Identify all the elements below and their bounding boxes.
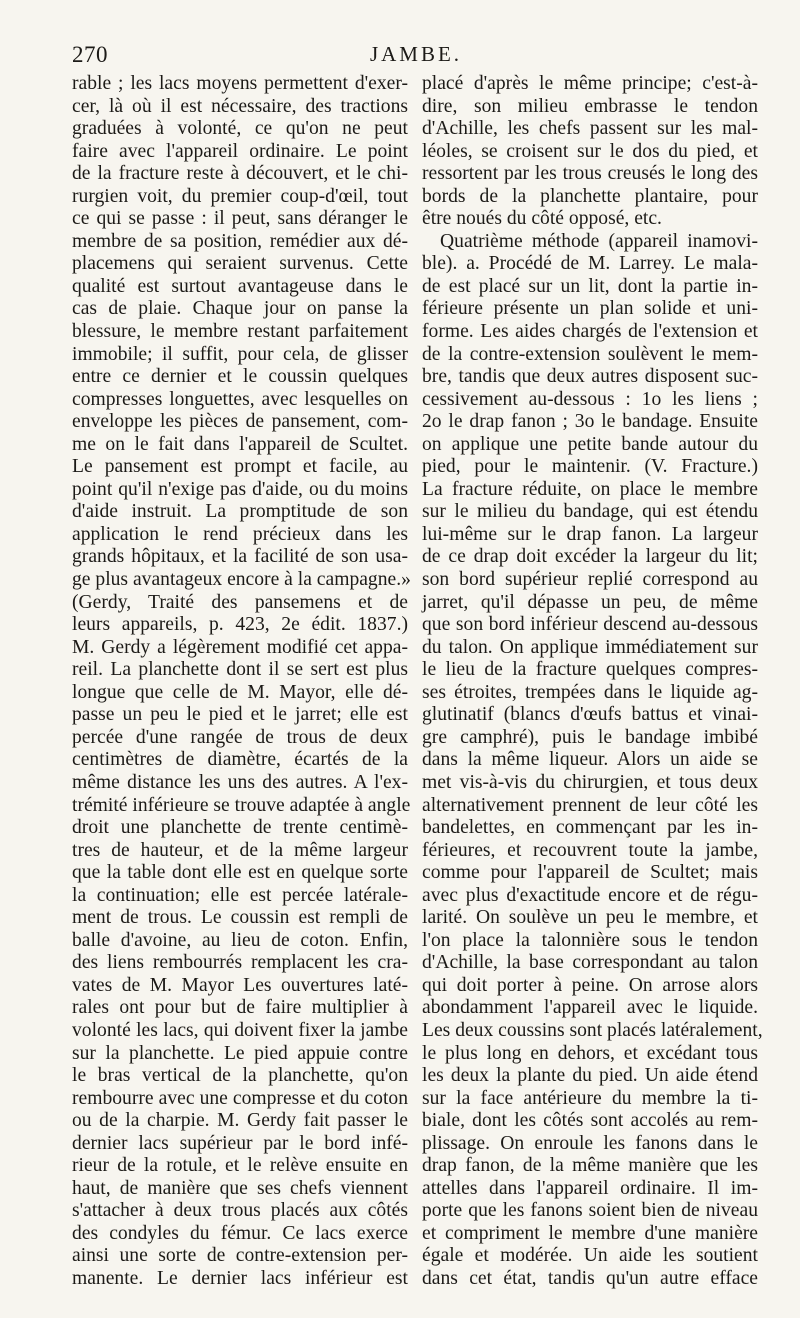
page-header: [72, 42, 760, 72]
text-line: enveloppe les pièces de pansement, com-: [72, 411, 408, 433]
text-line: ses étroites, trempées dans le liquide ag-: [422, 681, 758, 703]
text-line: de la contre-extension soulèvent le mem-: [422, 343, 758, 365]
text-line: reil. La planchette dont il se sert est plus: [72, 659, 408, 681]
text-line: trémité inférieure se trouve adaptée à angle: [72, 794, 411, 816]
running-title: JAMBE.: [369, 42, 463, 66]
text-line: et compriment le membre d'une manière: [422, 1222, 758, 1244]
text-line: dernier lacs supérieur par le bord infé-: [72, 1132, 408, 1154]
text-line: ainsi une sorte de contre-extension per-: [72, 1245, 408, 1267]
text-line: vates de M. Mayor Les ouvertures laté-: [72, 974, 408, 996]
text-line: pied, pour le maintenir. (V. Fracture.): [422, 456, 758, 478]
text-line: grands hôpitaux, et la facilité de son usa-: [72, 546, 408, 568]
text-line: la continuation; elle est percée latérale-: [72, 884, 408, 906]
text-line: dans cet état, tandis qu'un autre efface: [422, 1267, 758, 1289]
text-line: rable ; les lacs moyens permettent d'exer-: [72, 73, 408, 94]
text-line: compresses longuettes, avec lesquelles on: [72, 388, 408, 410]
text-line: être noués du côté opposé, etc.: [422, 208, 662, 230]
text-line: placemens qui seraient survenus. Cette: [72, 253, 408, 275]
text-line: de ce drap doit excéder la largeur du lit;: [422, 546, 758, 568]
text-line: de la fracture reste à découvert, et le chi-: [72, 163, 408, 185]
text-line: cas de plaie. Chaque jour on panse la: [72, 298, 408, 320]
text-line: que son bord inférieur descend au-dessous: [422, 614, 758, 636]
text-line: on applique une petite bande autour du: [422, 433, 758, 455]
text-line: graduées à volonté, ce qu'on ne peut: [72, 118, 408, 140]
text-line: passe un peu le pied et le jarret; elle est: [72, 704, 408, 726]
text-line: bre, tandis que deux autres disposent suc-: [422, 366, 758, 388]
text-line: lui-même sur le drap fanon. La largeur: [422, 523, 758, 545]
text-line: ou de la charpie. M. Gerdy fait passer le: [72, 1110, 408, 1132]
text-line: d'Achille, la base correspondant au talon: [422, 952, 758, 974]
text-line: des condyles du fémur. Ce lacs exerce: [72, 1222, 408, 1244]
text-line: porte que les fanons soient bien de niveau: [422, 1200, 758, 1222]
text-line: application le rend précieux dans les: [72, 523, 408, 545]
text-line: ce qui se passe : il peut, sans déranger le: [72, 208, 408, 230]
text-line: les deux la plante du pied. Un aide étend: [422, 1065, 758, 1087]
text-line: avec plus d'exactitude encore et de régu-: [422, 884, 758, 906]
page-number: 270: [72, 42, 108, 67]
text-line: balle d'avoine, au lieu de coton. Enfin,: [72, 929, 408, 951]
text-line: du talon. On applique immédiatement sur: [422, 636, 758, 658]
text-line: biale, dont les côtés sont accolés au rem-: [422, 1110, 758, 1132]
text-line: glutinatif (blancs d'œufs battus et vinai-: [422, 704, 758, 726]
text-line: Le pansement est prompt et facile, au: [72, 456, 408, 478]
text-line: alternativement prennent de leur côté les: [422, 794, 758, 816]
text-line: attelles dans l'appareil ordinaire. Il im-: [422, 1177, 758, 1199]
text-line: rales ont pour but de faire multiplier à: [72, 997, 408, 1019]
text-line: (Gerdy, Traité des pansemens et de: [72, 591, 408, 613]
text-line: rembourre avec une compresse et du coton: [72, 1087, 408, 1109]
text-line: rieur de la rotule, et le relève ensuite en: [72, 1155, 408, 1177]
text-line: rurgien voit, du premier coup-d'œil, tout: [72, 185, 408, 207]
text-line: d'Achille, les chefs passent sur les mal-: [422, 118, 758, 140]
text-line: d'aide instruit. La promptitude de son: [72, 501, 408, 523]
text-line: ressortent par les trous creusés le long des: [422, 163, 758, 185]
text-line: forme. Les aides chargés de l'extension et: [422, 321, 758, 343]
text-line: met vis-à-vis du chirurgien, et tous deux: [422, 771, 758, 793]
text-line: son bord supérieur replié correspond au: [422, 569, 758, 591]
text-line: blessure, le membre restant parfaitement: [72, 321, 408, 343]
text-line: qualité est surtout avantageuse dans le: [72, 275, 408, 297]
text-line: larité. On soulève un peu le membre, et: [422, 907, 758, 929]
text-line: s'attacher à deux trous placés aux côtés: [72, 1200, 408, 1222]
text-line: 2o le drap fanon ; 3o le bandage. Ensuite: [422, 411, 758, 433]
text-line: sur la planchette. Le pied appuie contre: [72, 1042, 408, 1064]
text-line: plissage. On enroule les fanons dans le: [422, 1132, 758, 1154]
left-text-column: [72, 73, 411, 1291]
text-line: dans la même liqueur. Alors un aide se: [422, 749, 758, 771]
text-line: comme pour l'appareil de Scultet; mais: [422, 862, 758, 884]
text-line: que la table dont elle est en quelque sorte: [72, 862, 408, 884]
text-line: égale et modérée. Un aide les soutient: [422, 1245, 758, 1267]
text-line: volonté les lacs, qui doivent fixer la jambe: [72, 1019, 408, 1041]
text-line: le bras vertical de la planchette, qu'on: [72, 1065, 408, 1087]
right-text-column: [422, 73, 763, 1291]
text-line: ble). a. Procédé de M. Larrey. Le mala-: [422, 253, 758, 275]
text-line: l'on place la talonnière sous le tendon: [422, 929, 758, 951]
text-line: léoles, se croisent sur le dos du pied, et: [422, 140, 758, 162]
text-line: dire, son milieu embrasse le tendon: [422, 95, 758, 117]
text-line: leurs appareils, p. 423, 2e édit. 1837.): [72, 614, 408, 636]
text-line: Quatrième méthode (appareil inamovi-: [440, 230, 758, 252]
text-line: le lieu de la fracture quelques compres-: [422, 659, 758, 681]
text-line: longue que celle de M. Mayor, elle dé-: [72, 681, 408, 703]
text-line: férieure présente un plan solide et uni-: [422, 298, 758, 320]
text-line: centimètres de diamètre, écartés de la: [72, 749, 408, 771]
text-line: membre de sa position, remédier aux dé-: [72, 230, 408, 252]
text-line: manente. Le dernier lacs inférieur est: [72, 1267, 408, 1289]
text-line: placé d'après le même principe; c'est-à-: [422, 73, 758, 94]
text-line: jarret, qu'il dépasse un peu, de même: [422, 591, 758, 613]
text-line: sur la face antérieure du membre la ti-: [422, 1087, 758, 1109]
text-line: bandelettes, en commençant par les in-: [422, 817, 758, 839]
text-line: des liens rembourrés remplacent les cra-: [72, 952, 408, 974]
text-line: ge plus avantageux encore à la campagne.»: [72, 569, 411, 591]
text-line: me on le fait dans l'appareil de Scultet.: [72, 433, 408, 455]
text-line: haut, de manière que ses chefs viennent: [72, 1177, 408, 1199]
text-line: gre camphré), puis le bandage imbibé: [422, 726, 758, 748]
text-line: point qu'il n'exige pas d'aide, ou du moins: [72, 478, 408, 500]
text-line: drap fanon, de la même manière que les: [422, 1155, 758, 1177]
text-line: même distance les uns des autres. A l'ex-: [72, 771, 408, 793]
text-line: férieures, et recouvrent toute la jambe,: [422, 839, 758, 861]
text-line: bords de la planchette plantaire, pour: [422, 185, 758, 207]
text-line: M. Gerdy a légèrement modifié cet appa-: [72, 636, 408, 658]
text-line: La fracture réduite, on place le membre: [422, 478, 758, 500]
text-line: ment de trous. Le coussin est rempli de: [72, 907, 408, 929]
text-line: faire avec l'appareil ordinaire. Le point: [72, 140, 408, 162]
text-line: tres de hauteur, et de la même largeur: [72, 839, 408, 861]
text-line: cer, là où il est nécessaire, des tractions: [72, 95, 408, 117]
text-line: percée d'une rangée de trous de deux: [72, 726, 408, 748]
text-line: immobile; il suffit, pour cela, de glisser: [72, 343, 408, 365]
text-line: le plus long en dehors, et excédant tous: [422, 1042, 758, 1064]
text-line: droit une planchette de trente centimè-: [72, 817, 408, 839]
text-line: qui doit porter à peine. On arrose alors: [422, 974, 758, 996]
text-line: abondamment l'appareil avec le liquide.: [422, 997, 758, 1019]
text-line: cessivement au-dessous : 1o les liens ;: [422, 388, 758, 410]
text-line: sur le milieu du bandage, qui est étendu: [422, 501, 758, 523]
text-line: de est placé sur un lit, dont la partie in-: [422, 275, 758, 297]
text-line: Les deux coussins sont placés latéralement,: [422, 1019, 763, 1041]
text-line: entre ce dernier et le coussin quelques: [72, 366, 408, 388]
